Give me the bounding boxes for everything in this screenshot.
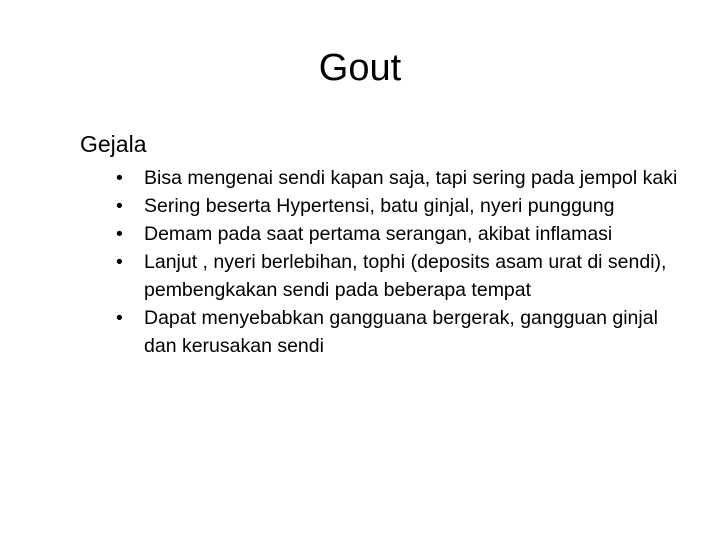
bullet-text: Dapat menyebabkan gangguana bergerak, gangguan ginjal dan kerusakan sendi (144, 307, 658, 357)
bullet-icon: • (116, 307, 123, 329)
bullet-text: Sering beserta Hypertensi, batu ginjal, nyeri punggung (144, 195, 615, 217)
slide-title: Gout (318, 47, 402, 89)
bullet-text: Demam pada saat pertama serangan, akibat inflamasi (144, 223, 613, 245)
bullet-icon: • (116, 251, 123, 273)
list-item (116, 220, 690, 248)
bullet-icon: • (116, 195, 123, 217)
bullet-icon: • (116, 223, 123, 245)
bullet-text: Bisa mengenai sendi kapan saja, tapi sering pada jempol kaki (144, 167, 678, 189)
list-item (116, 248, 690, 304)
bullet-icon: • (116, 167, 123, 189)
list-item (116, 164, 690, 192)
list-item (116, 192, 690, 220)
section-heading: Gejala (80, 131, 147, 157)
bullet-list (80, 164, 690, 360)
bullet-text: Lanjut , nyeri berlebihan, tophi (deposits asam urat di sendi), pembengkakan sendi pada beberapa tempat (144, 251, 667, 301)
slide-body (80, 128, 690, 360)
list-item (116, 304, 690, 360)
